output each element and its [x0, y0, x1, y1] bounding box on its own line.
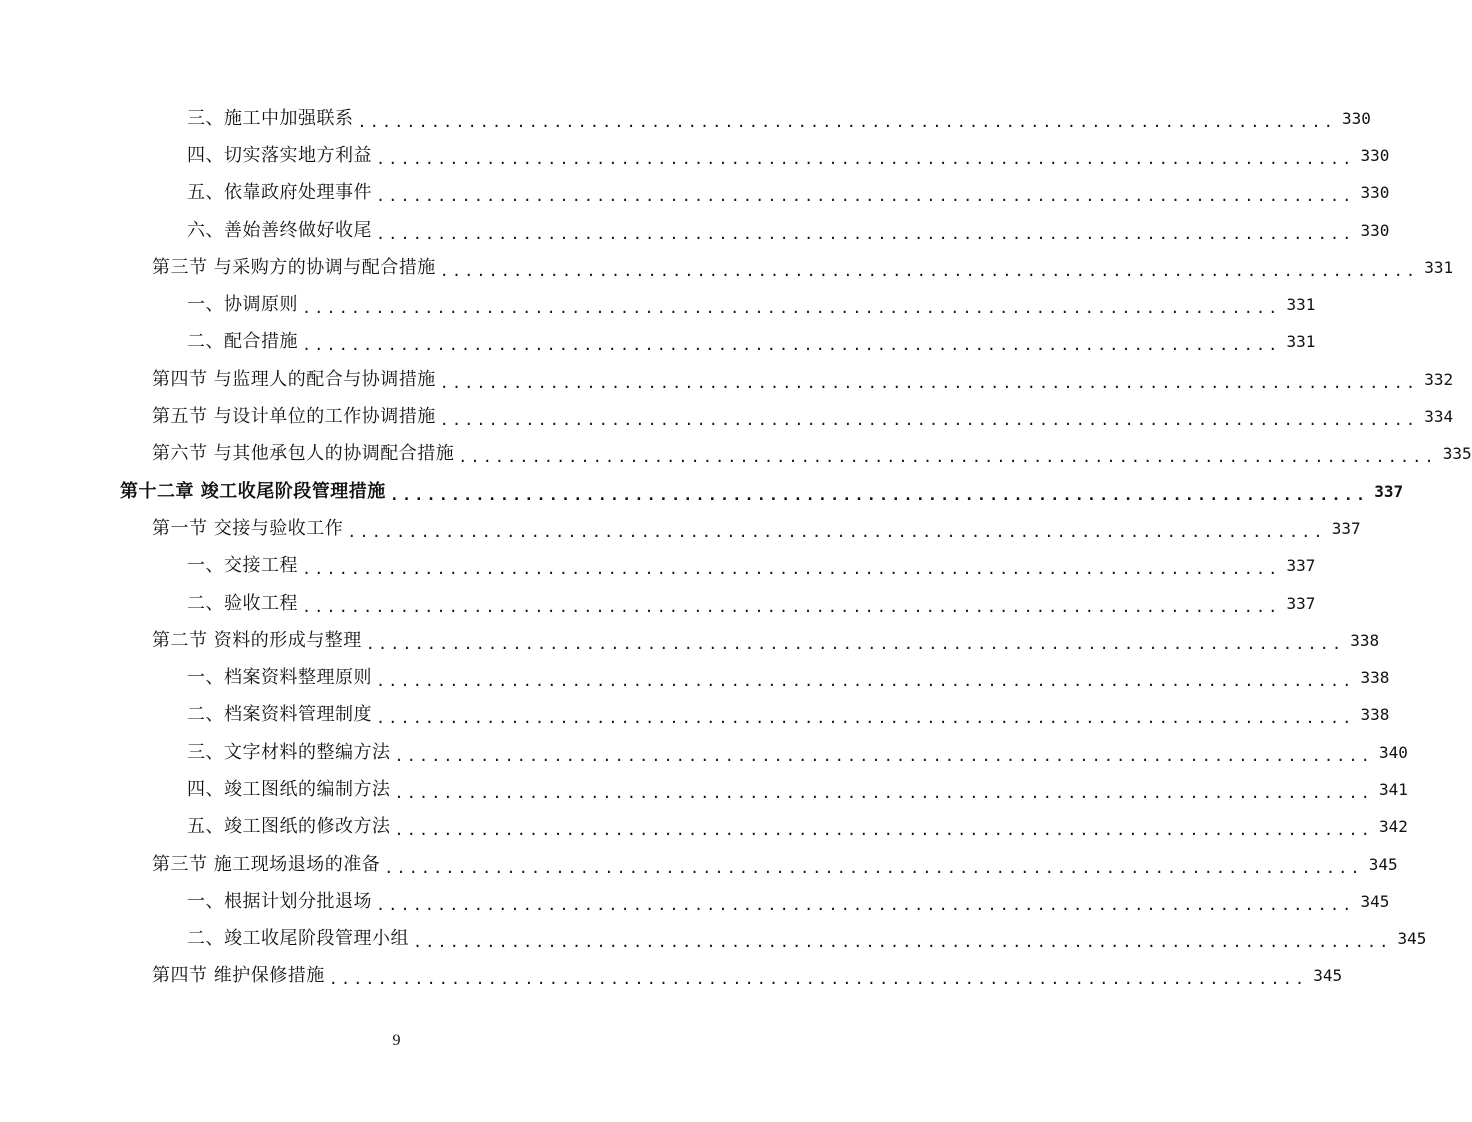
toc-entry-page: 334 — [1424, 407, 1454, 427]
toc-entry-page: 338 — [1360, 668, 1390, 688]
toc-entry-label: 第十二章 竣工收尾阶段管理措施 — [120, 480, 386, 502]
toc-entry-label: 二、配合措施 — [187, 331, 298, 353]
toc-subsection-entry — [0, 883, 1390, 920]
toc-subsection-entry — [0, 809, 1408, 846]
toc-dot-leader: ................................................................................ — [376, 187, 1355, 206]
toc-entry-page: 330 — [1341, 108, 1371, 128]
toc-entry-label: 一、档案资料整理原则 — [187, 667, 372, 689]
toc-entry-label: 五、竣工图纸的修改方法 — [187, 816, 391, 838]
toc-dot-leader: ................................................................................ — [302, 560, 1281, 579]
toc-entry-page: 338 — [1360, 705, 1390, 725]
toc-entry-label: 一、交接工程 — [187, 555, 298, 577]
toc-entry-label: 六、善始善终做好收尾 — [187, 219, 372, 241]
toc-subsection-entry — [0, 921, 1427, 958]
toc-entry-label: 二、验收工程 — [187, 592, 298, 614]
toc-section-entry — [0, 398, 1454, 435]
toc-entry-label: 二、竣工收尾阶段管理小组 — [187, 928, 409, 950]
toc-dot-leader: ................................................................................ — [384, 858, 1363, 877]
toc-subsection-entry — [0, 548, 1316, 585]
toc-entry-page: 337 — [1374, 481, 1404, 501]
toc-entry-page: 341 — [1378, 779, 1408, 799]
toc-entry-label: 四、切实落实地方利益 — [187, 144, 372, 166]
toc-section-entry — [0, 622, 1380, 659]
toc-entry-page: 337 — [1331, 518, 1361, 538]
toc-dot-leader: ................................................................................ — [376, 672, 1355, 691]
toc-subsection-entry — [0, 286, 1316, 323]
toc-dot-leader: ................................................................................ — [302, 299, 1281, 318]
toc-entry-page: 345 — [1368, 854, 1398, 874]
toc-entry-page: 331 — [1286, 332, 1316, 352]
toc-entry-page: 331 — [1286, 295, 1316, 315]
toc-dot-leader: ................................................................................ — [376, 149, 1355, 168]
toc-dot-leader: ................................................................................ — [347, 522, 1326, 541]
toc-subsection-entry — [0, 100, 1371, 137]
toc-dot-leader: ................................................................................ — [439, 261, 1419, 280]
toc-dot-leader: ................................................................................ — [389, 485, 1369, 504]
toc-entry-page: 338 — [1350, 630, 1380, 650]
table-of-contents — [0, 100, 1472, 995]
toc-chapter-entry — [0, 473, 1404, 510]
toc-entry-page: 345 — [1313, 966, 1343, 986]
toc-section-entry — [0, 436, 1472, 473]
toc-dot-leader: ................................................................................ — [413, 933, 1392, 952]
toc-section-entry — [0, 361, 1454, 398]
toc-entry-page: 330 — [1360, 220, 1390, 240]
toc-subsection-entry — [0, 212, 1390, 249]
toc-entry-page: 335 — [1442, 444, 1472, 464]
toc-subsection-entry — [0, 585, 1316, 622]
toc-subsection-entry — [0, 137, 1390, 174]
toc-entry-label: 二、档案资料管理制度 — [187, 704, 372, 726]
toc-entry-label: 五、依靠政府处理事件 — [187, 182, 372, 204]
toc-entry-page: 331 — [1424, 257, 1454, 277]
toc-entry-page: 342 — [1378, 817, 1408, 837]
toc-entry-page: 332 — [1424, 369, 1454, 389]
toc-entry-label: 一、根据计划分批退场 — [187, 890, 372, 912]
toc-section-entry — [0, 846, 1398, 883]
page-number: 9 — [392, 1032, 401, 1049]
toc-entry-label: 四、竣工图纸的编制方法 — [187, 778, 391, 800]
toc-entry-page: 330 — [1360, 145, 1390, 165]
toc-dot-leader: ................................................................................ — [365, 634, 1345, 653]
toc-subsection-entry — [0, 175, 1390, 212]
toc-dot-leader: ................................................................................ — [302, 597, 1281, 616]
toc-entry-page: 340 — [1378, 742, 1408, 762]
toc-section-entry — [0, 510, 1361, 547]
toc-entry-page: 337 — [1286, 556, 1316, 576]
toc-subsection-entry — [0, 697, 1390, 734]
toc-entry-label: 第四节 与监理人的配合与协调措施 — [152, 368, 436, 390]
toc-entry-page: 345 — [1360, 891, 1390, 911]
toc-entry-label: 第一节 交接与验收工作 — [152, 517, 344, 539]
toc-entry-page: 345 — [1397, 929, 1427, 949]
toc-subsection-entry — [0, 734, 1408, 771]
toc-dot-leader: ................................................................................ — [376, 895, 1355, 914]
toc-section-entry — [0, 249, 1454, 286]
toc-dot-leader: ................................................................................ — [328, 970, 1308, 989]
toc-entry-label: 第二节 资料的形成与整理 — [152, 629, 362, 651]
toc-subsection-entry — [0, 324, 1316, 361]
toc-entry-label: 三、文字材料的整编方法 — [187, 741, 391, 763]
toc-dot-leader: ................................................................................ — [302, 336, 1281, 355]
toc-entry-label: 第三节 与采购方的协调与配合措施 — [152, 256, 436, 278]
toc-dot-leader: ................................................................................ — [458, 448, 1437, 467]
toc-entry-page: 330 — [1360, 183, 1390, 203]
toc-dot-leader: ................................................................................ — [394, 783, 1373, 802]
toc-subsection-entry — [0, 771, 1408, 808]
toc-dot-leader: ................................................................................ — [376, 224, 1355, 243]
toc-dot-leader: ................................................................................ — [394, 821, 1373, 840]
toc-dot-leader: ................................................................................ — [357, 112, 1336, 131]
toc-entry-label: 第四节 维护保修措施 — [152, 965, 325, 987]
toc-entry-label: 第六节 与其他承包人的协调配合措施 — [152, 443, 455, 465]
toc-dot-leader: ................................................................................ — [439, 373, 1419, 392]
toc-dot-leader: ................................................................................ — [439, 411, 1419, 430]
toc-entry-page: 337 — [1286, 593, 1316, 613]
toc-entry-label: 一、协调原则 — [187, 294, 298, 316]
toc-dot-leader: ................................................................................ — [394, 746, 1373, 765]
toc-entry-label: 第五节 与设计单位的工作协调措施 — [152, 406, 436, 428]
toc-dot-leader: ................................................................................ — [376, 709, 1355, 728]
toc-entry-label: 三、施工中加强联系 — [187, 107, 354, 129]
toc-section-entry — [0, 958, 1343, 995]
toc-subsection-entry — [0, 659, 1390, 696]
toc-entry-label: 第三节 施工现场退场的准备 — [152, 853, 381, 875]
